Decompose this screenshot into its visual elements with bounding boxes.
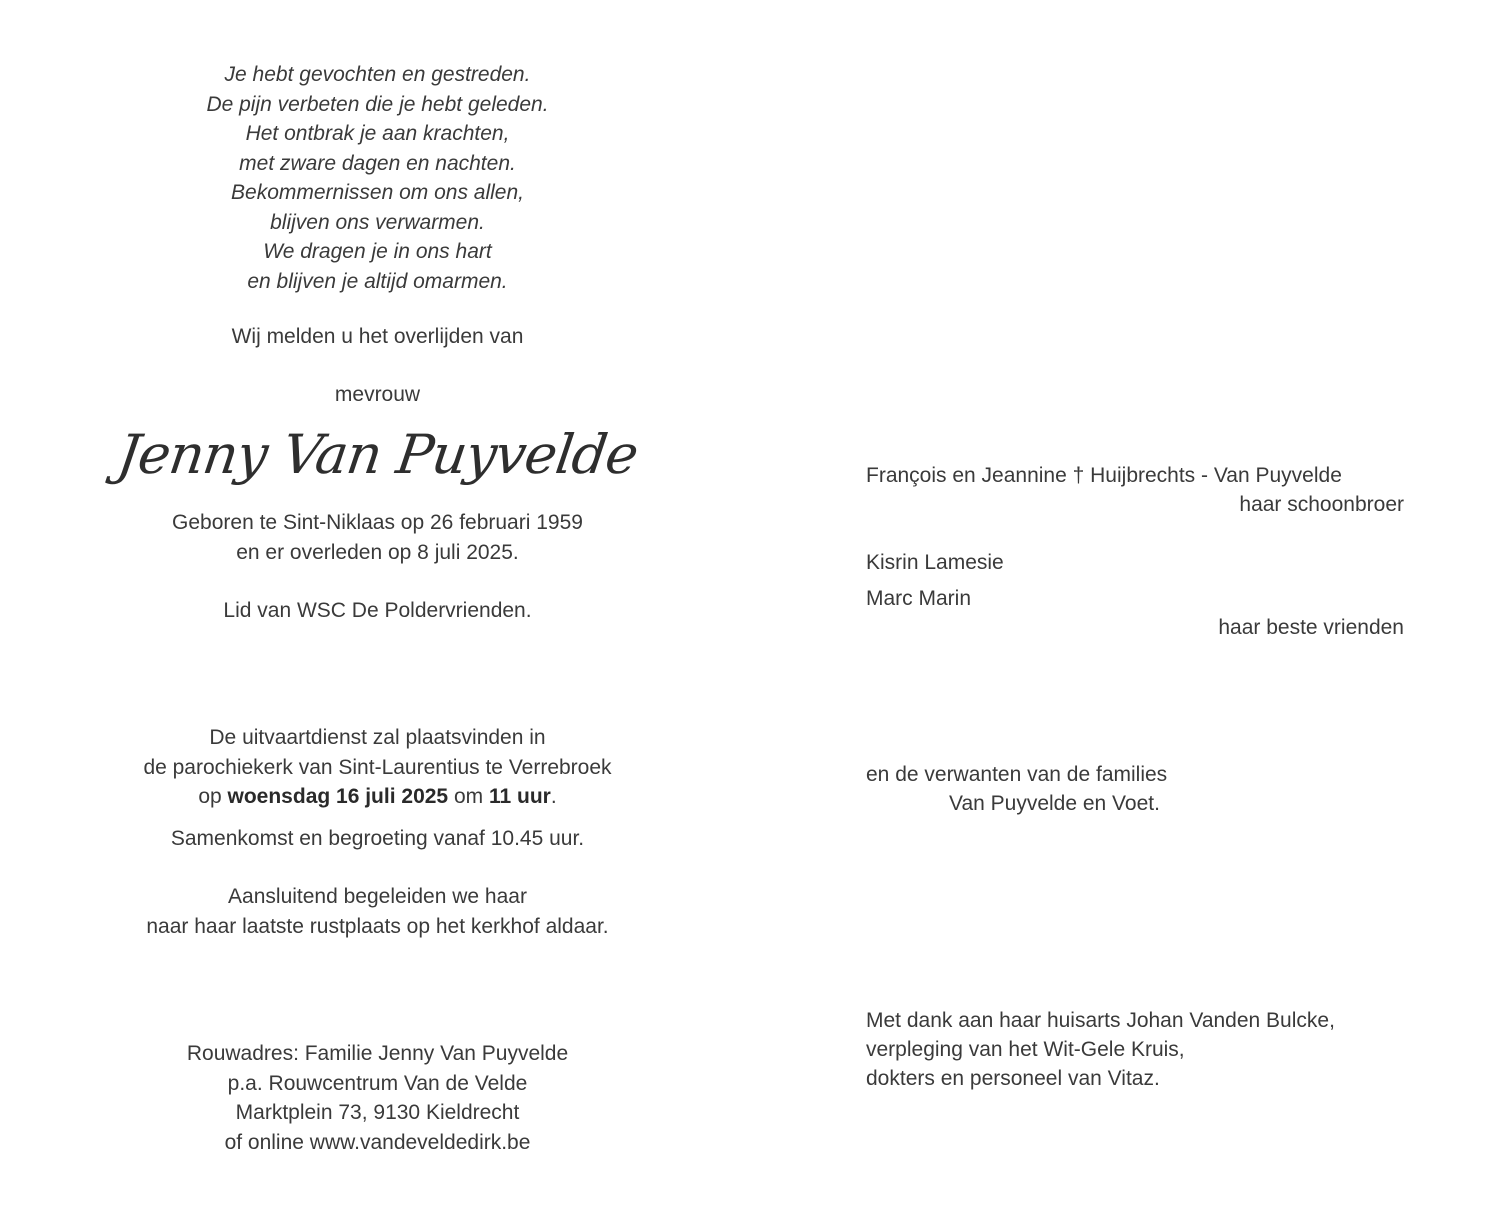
poem — [0, 60, 755, 296]
birth-death-dates — [0, 508, 755, 567]
service-prefix: op — [198, 785, 228, 808]
poem-line: We dragen je in ons hart — [263, 240, 492, 263]
service-line: de parochiekerk van Sint-Laurentius te Verrebroek — [143, 755, 612, 779]
poem-line: Je hebt gevochten en gestreden. — [224, 63, 531, 86]
thanks-line: verpleging van het Wit-Gele Kruis, — [866, 1038, 1185, 1061]
poem-line: blijven ons verwarmen. — [270, 210, 485, 234]
title-word: mevrouw — [334, 383, 421, 406]
mourning-address — [0, 1039, 755, 1157]
poem-line: met zware dagen en nachten. — [239, 151, 516, 175]
poem-line: en blijven je altijd omarmen. — [247, 269, 508, 293]
service-suffix: . — [550, 785, 557, 808]
thanks-line: Met dank aan haar huisarts Johan Vanden Bulcke, — [866, 1009, 1335, 1032]
family-brother-in-law: François en Jeannine † Huijbrechts - Van Puyvelde — [866, 464, 1342, 487]
service-date-line — [0, 782, 755, 812]
announcement: Wij melden u het overlijden van — [231, 325, 524, 348]
deceased-name: Jenny Van Puyvelde — [113, 423, 642, 486]
gathering: Samenkomst en begroeting vanaf 10.45 uur. — [170, 827, 585, 850]
relatives-families: Van Puyvelde en Voet. — [949, 792, 1160, 815]
death-line: en er overleden op 8 juli 2025. — [236, 540, 519, 564]
address-website: of online www.vandeveldedirk.be — [224, 1130, 531, 1154]
address-line: Rouwadres: Familie Jenny Van Puyvelde — [186, 1042, 569, 1065]
right-column — [866, 0, 1406, 1214]
address-line: p.a. Rouwcentrum Van de Velde — [227, 1071, 528, 1095]
burial-line: naar haar laatste rustplaats op het kerkhof aldaar. — [146, 914, 609, 938]
friend-name: Marc Marin — [866, 587, 972, 610]
poem-line: Het ontbrak je aan krachten, — [245, 122, 510, 145]
service-date: woensdag 16 juli 2025 — [227, 785, 449, 808]
service-time: 11 uur — [488, 785, 551, 808]
poem-line: Bekommernissen om ons allen, — [231, 181, 524, 204]
service-mid: om — [448, 785, 489, 808]
relation-friends: haar beste vrienden — [1218, 616, 1404, 639]
relation-brother-in-law: haar schoonbroer — [1239, 493, 1404, 516]
thanks-line: dokters en personeel van Vitaz. — [866, 1067, 1160, 1090]
poem-line: De pijn verbeten die je hebt geleden. — [206, 92, 549, 116]
membership: Lid van WSC De Poldervrienden. — [223, 599, 532, 622]
burial-line: Aansluitend begeleiden we haar — [228, 885, 527, 908]
funeral-service — [0, 723, 755, 812]
address-line: Marktplein 73, 9130 Kieldrecht — [235, 1101, 520, 1124]
friend-name: Kisrin Lamesie — [866, 551, 1004, 574]
birth-line: Geboren te Sint-Niklaas op 26 februari 1959 — [172, 511, 583, 534]
service-line: De uitvaartdienst zal plaatsvinden in — [209, 726, 546, 749]
burial — [0, 882, 755, 941]
relatives-line: en de verwanten van de families — [866, 763, 1168, 786]
